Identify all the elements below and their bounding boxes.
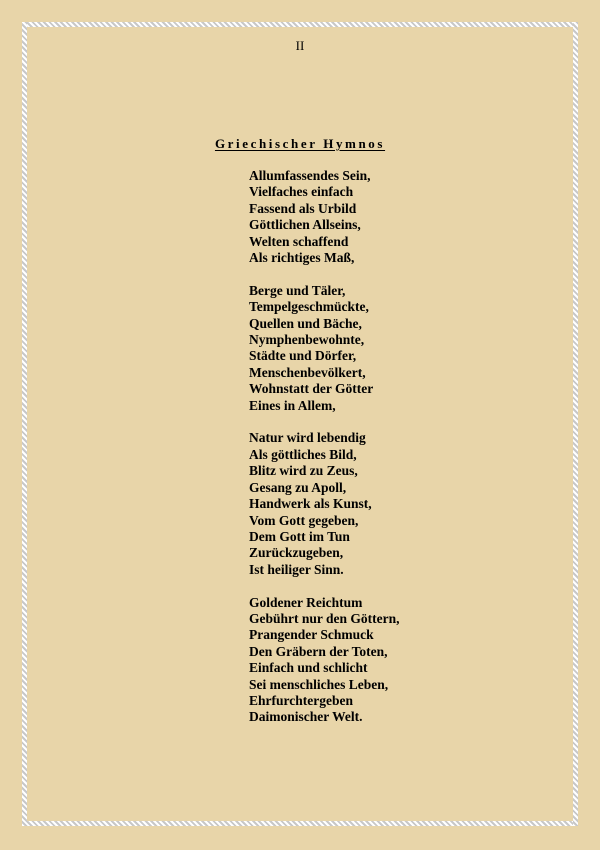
poem-line: Nymphenbewohnte, [249,332,365,348]
border-bottom [22,821,578,826]
poem-line: Ehrfurchtergeben [249,692,353,708]
poem-line: Gebührt nur den Göttern, [249,610,400,626]
poem-line: Prangender Schmuck [249,627,374,643]
poem-line: Fassend als Urbild [249,200,357,216]
poem-line: Vom Gott gegeben, [249,512,359,528]
stanza-3 [249,430,400,578]
poem-line: Goldener Reichtum [249,594,363,610]
poem-line: Göttlichen Allseins, [249,217,361,233]
poem-line: Handwerk als Kunst, [249,496,372,512]
poem-line: Als richtiges Maß, [249,250,355,266]
poem-line: Natur wird lebendig [249,430,366,446]
poem-line: Gesang zu Apoll, [249,479,347,495]
poem-line: Berge und Täler, [249,282,346,298]
border-top [22,22,578,27]
poem-line: Menschenbevölkert, [249,364,366,380]
stanza-4 [249,595,400,726]
poem-line: Daimonischer Welt. [249,709,363,725]
poem-line: Einfach und schlicht [249,660,368,676]
poem-line: Tempelgeschmückte, [249,299,369,315]
poem-line: Zurückzugeben, [249,545,344,561]
poem-line: Vielfaches einfach [249,184,354,200]
poem-line: Als göttliches Bild, [249,446,357,462]
poem-line: Welten schaffend [249,233,349,249]
poem-line: Eines in Allem, [249,397,336,413]
poem-line: Wohnstatt der Götter [249,381,374,397]
poem-line: Städte und Dörfer, [249,348,357,364]
poem-line: Blitz wird zu Zeus, [249,463,358,479]
poem-line: Sei menschliches Leben, [249,676,389,692]
page-number: II [295,38,305,53]
poem-body [249,168,400,742]
poem-line: Den Gräbern der Toten, [249,643,388,659]
poem-line: Quellen und Bäche, [249,315,362,331]
page-frame [22,22,578,826]
poem-line: Allumfassendes Sein, [249,168,371,183]
poem-line: Dem Gott im Tun [249,528,350,544]
stanza-1 [249,168,400,266]
poem-line: Ist heiliger Sinn. [249,561,344,577]
poem-title: Griechischer Hymnos [214,136,386,151]
stanza-2 [249,283,400,414]
